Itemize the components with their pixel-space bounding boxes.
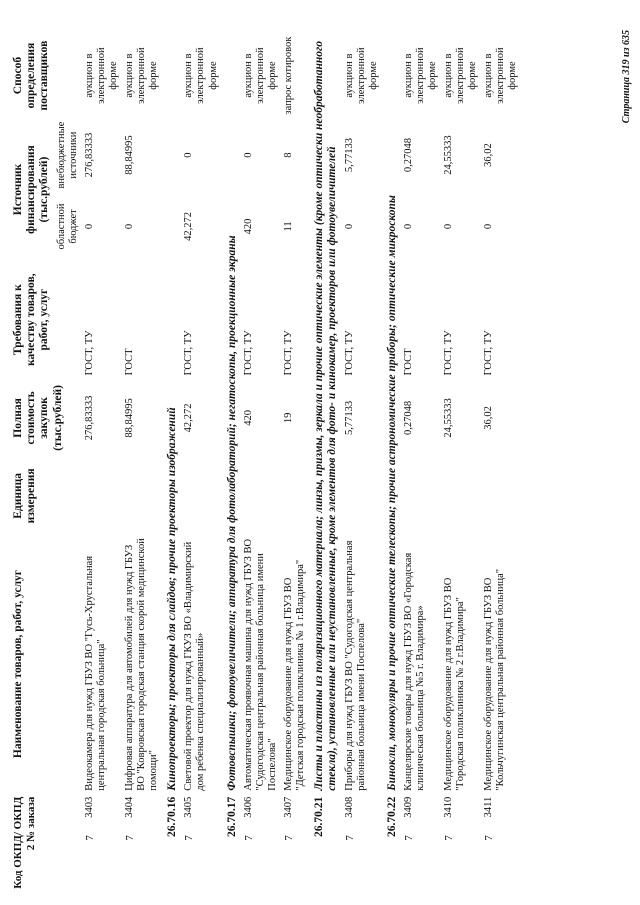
row-fin-regional: 0: [443, 223, 455, 230]
table-row: [281, 33, 309, 897]
row-fin-regional: 42,272: [183, 212, 195, 241]
row-method: аукцион в электронной форме: [443, 47, 479, 104]
row-code: 7: [402, 835, 415, 841]
row-fin-extrabudget: 0,27048: [402, 138, 414, 173]
row-unit: [441, 457, 481, 534]
row-fin-regional: 0: [83, 223, 95, 230]
table-row: [241, 33, 281, 897]
row-name: Медицинское оборудование для нужд ГБУЗ ВО "Детская городская поликлиника № 1 г.Владимира": [282, 559, 307, 791]
row-name: Автоматическая проявочная машина для нужд ГБУЗ ВО "Судогодская центральная районная больница имени Поспелова": [242, 538, 278, 791]
header-requirements: Требования к качеству товаров, работ, услуг: [12, 273, 51, 366]
row-order-number: 3411: [483, 796, 495, 818]
table-row: [481, 33, 521, 897]
row-cost: 19: [282, 412, 294, 424]
row-method: запрос котировок: [282, 36, 294, 115]
row-fin-regional: 420: [242, 218, 254, 235]
table-body: [82, 33, 522, 897]
row-cost: 5,77133: [343, 400, 355, 435]
row-cost: 42,272: [183, 403, 195, 433]
row-unit: [82, 457, 122, 534]
procurement-table: [10, 33, 522, 897]
row-code: 7: [83, 835, 96, 841]
row-method: аукцион в электронной форме: [343, 47, 379, 104]
row-fin-regional: 11: [282, 221, 294, 232]
row-fin-extrabudget: 24,55333: [443, 135, 455, 175]
table-row: [342, 33, 382, 897]
row-requirements: ГОСТ, ТУ: [483, 330, 495, 376]
section-title: Фотовспышки; фотоувеличители; аппаратура для фотолабораторий; негатоскопы, проекционные экраны: [225, 235, 238, 791]
section-code: 26.70.22: [385, 796, 398, 837]
row-method: аукцион в электронной форме: [483, 47, 519, 104]
row-name: Канцелярские товары для нужд ГБУЗ ВО «Городская клиническая больница №5 г. Владимира»: [402, 552, 426, 791]
row-cost: 88,84995: [123, 398, 135, 438]
row-method: аукцион в электронной форме: [242, 47, 278, 104]
section-code: 26.70.21: [313, 796, 326, 837]
page-number: Страница 319 из 635: [621, 30, 632, 124]
section-row: [309, 33, 341, 897]
row-order-number: 3403: [83, 796, 95, 818]
row-name: Приборы для нужд ГБУЗ ВО "Судогодская центральная районная больница имени Поспелова": [343, 540, 367, 791]
row-fin-regional: 0: [402, 223, 414, 230]
header-method: Способ определения поставщиков: [12, 40, 51, 111]
row-method: аукцион в электронной форме: [123, 47, 160, 104]
row-method: аукцион в электронной форме: [183, 47, 219, 104]
row-unit: [122, 457, 162, 534]
table-row: [122, 33, 162, 897]
row-fin-extrabudget: 8: [282, 152, 294, 158]
row-requirements: ГОСТ, ТУ: [83, 330, 95, 376]
row-order-number: 3407: [282, 796, 294, 818]
row-code: 7: [282, 835, 295, 841]
row-code: 7: [123, 835, 136, 841]
row-unit: [281, 457, 309, 534]
row-fin-extrabudget: 36,02: [483, 143, 495, 167]
row-fin-extrabudget: 88,84995: [123, 135, 135, 175]
row-requirements: ГОСТ: [402, 348, 414, 376]
row-order-number: 3410: [443, 796, 455, 818]
section-title: Бинокли, монокуляры и прочие оптические телескопы; прочие астрономические приборы; оптические микроскопы: [385, 195, 398, 791]
row-cost: 36,02: [483, 406, 495, 430]
row-requirements: ГОСТ, ТУ: [443, 330, 455, 376]
row-requirements: ГОСТ, ТУ: [343, 330, 355, 376]
table-row: [401, 33, 441, 897]
header-unit: Единица измерения: [12, 468, 38, 524]
row-requirements: ГОСТ, ТУ: [183, 330, 195, 376]
row-order-number: 3405: [183, 796, 195, 818]
row-code: 7: [242, 835, 255, 841]
section-row: [222, 33, 241, 897]
row-name: Медицинское оборудование для нужд ГБУЗ ВО "Городская поликлиника № 2 г.Владимира": [443, 577, 467, 791]
table-row: [441, 33, 481, 897]
header-cost: Полная стоимость закупок (тыс.рублей): [12, 385, 64, 451]
table-row: [82, 33, 122, 897]
row-fin-extrabudget: 276,83333: [83, 132, 95, 178]
row-code: 7: [183, 835, 196, 841]
row-cost: 276,83333: [83, 395, 95, 441]
section-code: 26.70.16: [166, 796, 179, 837]
row-unit: [481, 457, 521, 534]
row-method: аукцион в электронной форме: [402, 47, 439, 104]
row-name: Видеокамера для нужд ГБУЗ ВО "Гусь-Хрустальная центральная городская больница": [83, 555, 107, 791]
header-fin-extrabudget: внебюджетные источники: [55, 121, 79, 189]
section-title: Кинопроекторы; проекторы для слайдов; прочие проекторы изображений: [166, 407, 179, 791]
row-unit: [241, 457, 281, 534]
section-row: [162, 33, 181, 897]
row-name: Медицинское оборудование для нужд ГБУЗ ВО "Кольчугинская центральная районная больница": [483, 568, 507, 791]
row-order-number: 3404: [123, 796, 135, 818]
row-fin-extrabudget: 5,77133: [343, 138, 355, 173]
row-requirements: ГОСТ, ТУ: [242, 330, 254, 376]
row-order-number: 3409: [402, 796, 414, 818]
row-name: Световой проектор для нужд ГКУЗ ВО «Владимирский дом ребенка специализированный»: [183, 541, 207, 791]
row-unit: [401, 457, 441, 534]
row-order-number: 3408: [343, 796, 355, 818]
row-fin-extrabudget: 0: [242, 152, 254, 158]
row-unit: [181, 457, 221, 534]
section-row: [382, 33, 401, 897]
row-code: 7: [483, 835, 496, 841]
section-code: 26.70.17: [225, 796, 238, 837]
row-requirements: ГОСТ: [123, 348, 135, 376]
row-method: аукцион в электронной форме: [83, 47, 119, 104]
header-code: Код ОКПД/ ОКПД 2 № заказа: [12, 796, 37, 889]
header-fin-regional: областной бюджет: [55, 203, 79, 250]
row-cost: 24,55333: [443, 398, 455, 438]
row-code: 7: [443, 835, 456, 841]
table-row: [181, 33, 221, 897]
row-fin-regional: 0: [123, 223, 135, 230]
header-row: [10, 33, 54, 897]
row-name: Цифровая аппаратура для автомобилей для нужд ГБУЗ ВО "Ковровская городская станция скорой медицинской помощи": [123, 538, 160, 791]
row-cost: 0,27048: [402, 400, 414, 435]
row-requirements: ГОСТ, ТУ: [282, 330, 294, 376]
row-fin-regional: 0: [343, 223, 355, 230]
row-order-number: 3406: [242, 796, 254, 818]
row-cost: 420: [242, 410, 254, 426]
header-financing: Источник финансирования (тыс.рублей): [12, 145, 51, 234]
row-fin-regional: 0: [483, 223, 495, 230]
row-code: 7: [343, 835, 356, 841]
section-title: Листы и пластины из поляризационного материала; линзы, призмы, зеркала и прочие оптические элементы (кроме оптически необработанного стекла), установленные или неустановленные, кроме элементов для фото- и кинокамер, проекторов или фотоувеличителей: [313, 40, 339, 791]
header-name: Наименование товаров, работ, услуг: [12, 569, 24, 759]
row-unit: [342, 457, 382, 534]
row-fin-extrabudget: 0: [183, 152, 195, 158]
